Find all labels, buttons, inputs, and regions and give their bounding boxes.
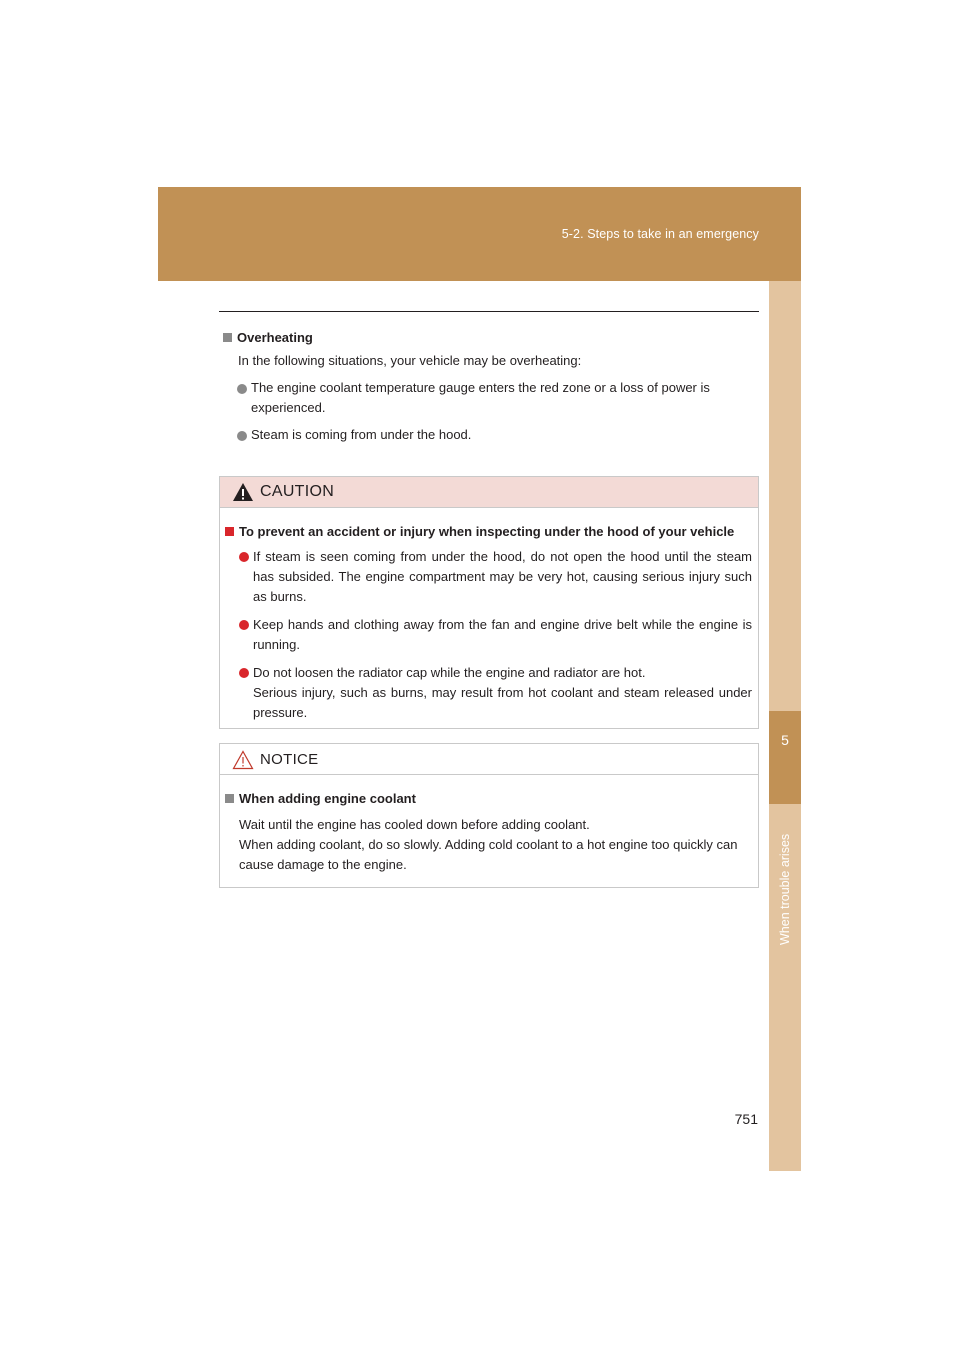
warning-icon xyxy=(232,482,254,502)
chapter-tab xyxy=(769,711,801,804)
bullet-dot-icon xyxy=(239,668,249,678)
list-item: The engine coolant temperature gauge enters the red zone or a loss of power is experienced. xyxy=(223,378,759,418)
section-title: 5-2. Steps to take in an emergency xyxy=(561,227,759,241)
notice-text: Wait until the engine has cooled down before adding coolant. When adding coolant, do so slowly. Adding cold coolant to a hot engine too quickly can cause damage to the engine. xyxy=(239,817,738,872)
list-item: If steam is seen coming from under the hood, do not open the hood until the steam has subsided. The engine compartment may be very hot, causing serious injury such as burns. xyxy=(225,547,752,607)
bullet-dot-icon xyxy=(237,384,247,394)
list-item: Keep hands and clothing away from the fan and engine drive belt while the engine is running. xyxy=(225,615,752,655)
notice-title: NOTICE xyxy=(260,751,319,768)
bullet-dot-icon xyxy=(239,552,249,562)
section-divider xyxy=(219,311,759,312)
chapter-number: 5 xyxy=(781,732,789,748)
bullet-dot-icon xyxy=(237,431,247,441)
overheating-section xyxy=(223,328,759,445)
notice-header xyxy=(220,744,758,775)
caution-title: CAUTION xyxy=(260,483,335,500)
notice-box xyxy=(219,743,759,888)
square-bullet-icon xyxy=(223,333,232,342)
list-item: Do not loosen the radiator cap while the engine and radiator are hot. Serious injury, such as burns, may result from hot coolant and steam released under pressure. xyxy=(225,663,752,723)
square-bullet-icon xyxy=(225,794,234,803)
bullet-dot-icon xyxy=(239,620,249,630)
warning-outline-icon xyxy=(232,750,254,770)
overheating-intro: In the following situations, your vehicle may be overheating: xyxy=(238,353,582,368)
header-band xyxy=(158,187,801,281)
notice-heading: When adding engine coolant xyxy=(225,789,752,809)
square-bullet-icon xyxy=(225,527,234,536)
chapter-label: When trouble arises xyxy=(778,833,792,945)
page-number: 751 xyxy=(734,1111,758,1127)
list-item: Steam is coming from under the hood. xyxy=(223,425,759,445)
caution-box xyxy=(219,476,759,729)
caution-header xyxy=(220,477,758,508)
overheating-heading: Overheating xyxy=(223,328,759,348)
caution-heading: To prevent an accident or injury when inspecting under the hood of your vehicle xyxy=(225,522,752,542)
